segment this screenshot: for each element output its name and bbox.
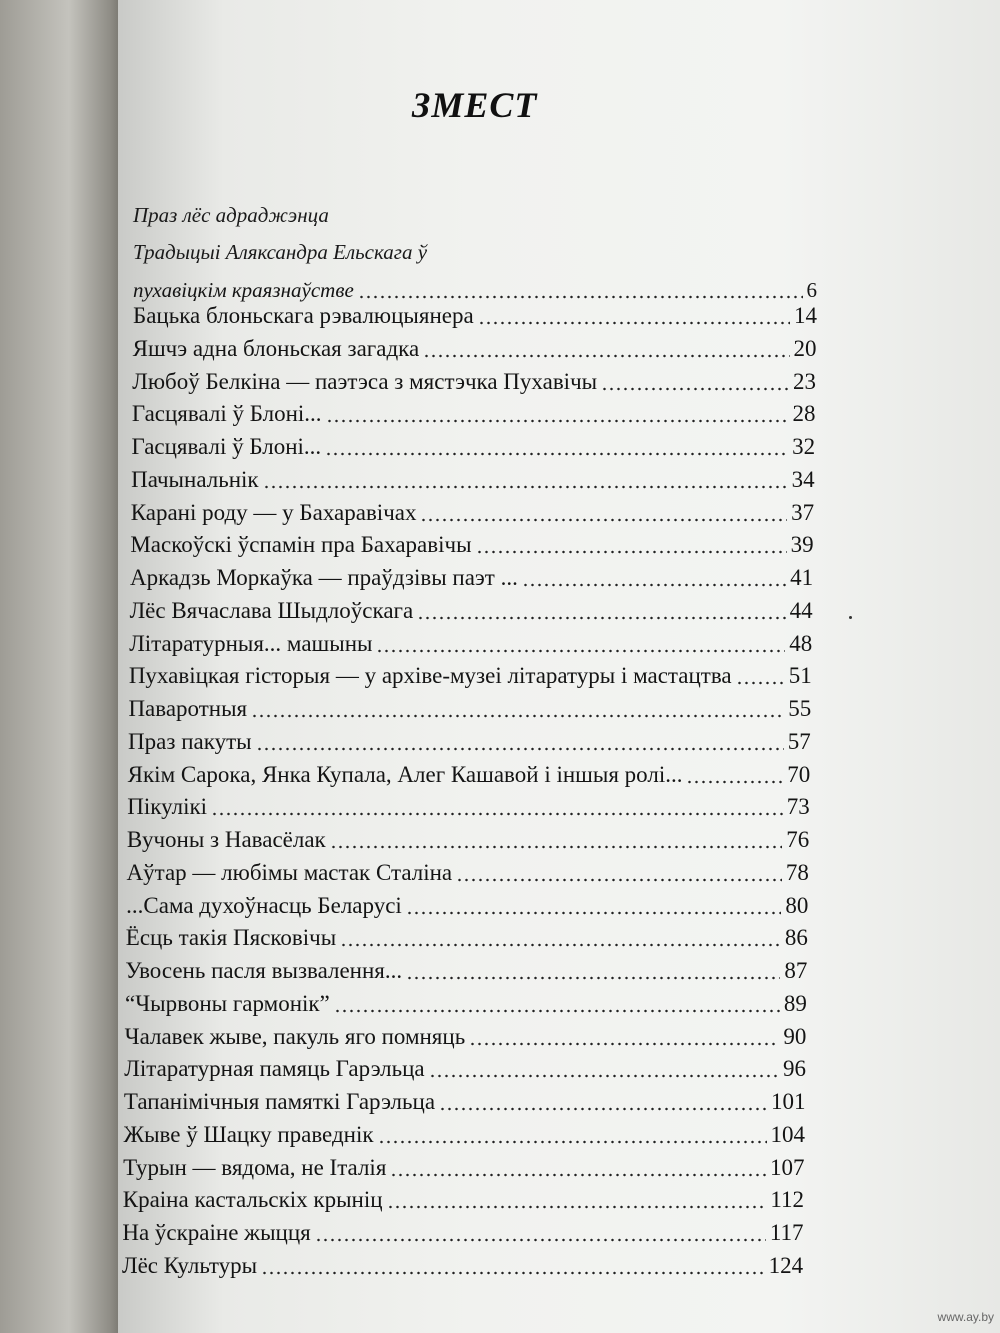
- toc-entry-page: 44: [789, 597, 813, 623]
- toc-entry-title: Паваротныя: [128, 696, 248, 721]
- toc-entry-title: Якім Сарока, Янка Купала, Алег Кашавой і іншыя ролі...: [127, 761, 683, 787]
- toc-entry: [124, 1086, 806, 1115]
- toc-entry-page: 20: [793, 335, 817, 361]
- leader-dots: [251, 695, 784, 718]
- toc-entry-title: Пухавіцкая гісторыя — у архіве-музеі літаратуры і мастацтва: [128, 663, 732, 689]
- toc-entry: [132, 398, 816, 427]
- toc-entry: [124, 1053, 806, 1082]
- toc-entry-title: Літаратурная памяць Гарэльца: [124, 1056, 425, 1082]
- toc-entry: [131, 431, 815, 460]
- toc-entry: [123, 1152, 804, 1181]
- toc-entry-title: Яшчэ адна блоньская загадка: [132, 335, 420, 361]
- toc-entry-page: 6: [806, 278, 817, 302]
- leader-dots: [376, 630, 785, 653]
- toc-entry: [127, 791, 810, 820]
- leader-dots: [439, 1088, 767, 1111]
- toc-entry-title: “Чырвоны гармонік”: [125, 990, 330, 1016]
- leader-dots: [390, 1154, 766, 1177]
- toc-entry-title: Лёс Культуры: [121, 1252, 258, 1278]
- toc-entry: [130, 562, 813, 591]
- toc-entry: [122, 1250, 803, 1279]
- toc-entry-page: 90: [783, 1023, 807, 1049]
- toc-entry-page: 51: [788, 663, 812, 689]
- toc-entry-page: 14: [794, 303, 817, 328]
- toc-entry-page: 117: [769, 1220, 804, 1245]
- toc-entry-title: Карані роду — у Бахаравічах: [130, 499, 417, 525]
- toc-entry-page: 78: [785, 859, 809, 885]
- toc-entry: [125, 988, 807, 1017]
- toc-entry: [131, 497, 814, 526]
- toc-entry-title: Любоў Белкіна — паэтэса з мястэчка Пухавічы: [132, 368, 598, 394]
- leader-dots: [263, 466, 788, 489]
- intro-line-2: Традыцыі Аляксандра Ельскага ў: [133, 240, 428, 264]
- toc-entry: [127, 857, 809, 886]
- toc-entry: [127, 824, 809, 853]
- leader-dots: [686, 761, 783, 784]
- leader-dots: [315, 1219, 766, 1242]
- leader-dots: [211, 793, 783, 816]
- leader-dots: [378, 1121, 767, 1144]
- toc-entry-title: Чалавек жыве, пакуль яго помняць: [124, 1023, 466, 1049]
- toc-entry: [130, 529, 813, 558]
- leader-dots: [326, 400, 789, 423]
- toc-entry-page: 107: [770, 1154, 805, 1180]
- toc-entry-intro: [133, 276, 817, 303]
- leader-dots: [417, 597, 786, 620]
- toc-entry-title: пухавіцкім краязнаўстве: [133, 278, 354, 302]
- toc-entry-page: 55: [788, 696, 812, 721]
- toc-entry: [126, 922, 808, 951]
- toc-entry-title: Літаратурныя... машыны: [129, 630, 373, 656]
- toc-entry: [126, 890, 808, 919]
- toc-entry-title: Краіна кастальскіх крыніц: [122, 1187, 383, 1213]
- toc-entry-title: Аркадзь Моркаўка — праўдзівы паэт ...: [129, 565, 518, 590]
- toc-entry-title: Жыве ў Шацку праведнік: [123, 1121, 374, 1147]
- leader-dots: [469, 1023, 779, 1046]
- toc-entry: [128, 693, 811, 722]
- toc-entry-page: 87: [784, 958, 808, 983]
- toc-entry-page: 28: [792, 401, 816, 427]
- paper-speck: [849, 616, 852, 619]
- toc-entry-title: Увосень пасля вызвалення...: [125, 958, 403, 983]
- toc-entry-page: 73: [786, 794, 810, 820]
- toc-entry-page: 86: [784, 925, 808, 951]
- leader-dots: [522, 564, 786, 587]
- leader-dots: [256, 728, 784, 751]
- page-title: ЗМЕСТ: [412, 85, 538, 125]
- toc-entry-page: 96: [782, 1056, 806, 1082]
- toc-entry-page: 34: [791, 466, 815, 492]
- toc-entry: [133, 300, 817, 329]
- leader-dots: [330, 826, 783, 849]
- toc-entry-title: Праз пакуты: [128, 728, 252, 754]
- toc-entry-page: 37: [791, 499, 815, 525]
- leader-dots: [261, 1252, 764, 1275]
- toc-entry: [128, 726, 811, 755]
- toc-entry: [130, 595, 813, 624]
- leader-dots: [601, 368, 789, 391]
- toc-entry-page: 70: [787, 761, 811, 787]
- toc-entry-page: 80: [785, 892, 809, 918]
- toc-entry-title: На ўскраіне жыцця: [122, 1220, 311, 1245]
- toc-entry-page: 101: [770, 1089, 806, 1114]
- toc-entry-title: Ёсць такія Пясковічы: [125, 925, 337, 951]
- toc-entry: [131, 464, 815, 493]
- toc-entry-title: Бацька блоньскага рэвалюцыянера: [133, 303, 474, 328]
- toc-entry-title: Вучоны з Навасёлак: [126, 827, 326, 852]
- toc-entry: [129, 628, 812, 657]
- toc-entry-title: Аўтар — любімы мастак Сталіна: [126, 859, 453, 885]
- toc-entry-page: 23: [793, 368, 817, 394]
- leader-dots: [420, 499, 787, 522]
- leader-dots: [476, 531, 787, 554]
- intro-line-1: Праз лёс адраджэнца: [133, 203, 329, 227]
- toc-entry-page: 39: [790, 532, 814, 558]
- toc-entry: [125, 1021, 807, 1050]
- toc-entry-title: Маскоўскі ўспамін пра Бахаравічы: [130, 532, 472, 558]
- toc-entry-page: 32: [792, 434, 816, 459]
- toc-entry: [132, 366, 816, 395]
- leader-dots: [334, 990, 780, 1013]
- toc-entry-page: 48: [789, 630, 813, 656]
- toc-entry: [125, 955, 807, 984]
- leader-dots: [358, 278, 803, 299]
- toc-entry: [133, 333, 817, 362]
- leader-dots: [387, 1186, 767, 1209]
- toc-entry-title: Тапанімічныя памяткі Гарэльца: [123, 1089, 436, 1114]
- toc-entry-page: 41: [790, 565, 814, 590]
- toc-entry-page: 104: [770, 1121, 805, 1147]
- toc-entry-page: 124: [768, 1252, 804, 1278]
- leader-dots: [478, 302, 790, 325]
- toc-entry: [122, 1217, 803, 1246]
- leader-dots: [456, 859, 782, 882]
- leader-dots: [325, 433, 788, 456]
- leader-dots: [429, 1055, 779, 1078]
- toc-entry-title: ...Сама духоўнасць Беларусі: [126, 892, 402, 918]
- toc-entry-title: Гасцявалі ў Блоні...: [131, 401, 322, 427]
- leader-dots: [340, 924, 781, 947]
- toc-entry-title: Гасцявалі ў Блоні...: [131, 434, 322, 459]
- toc-entry: [124, 1119, 806, 1148]
- toc-entry-page: 112: [770, 1187, 805, 1213]
- toc-entry: [123, 1184, 804, 1213]
- watermark: www.ay.by: [937, 1310, 994, 1324]
- leader-dots: [736, 662, 785, 685]
- toc-entry-title: Пачынальнік: [131, 466, 259, 492]
- toc-entry: [129, 660, 812, 689]
- leader-dots: [406, 957, 780, 980]
- leader-dots: [406, 892, 782, 915]
- toc-entry: [128, 759, 811, 788]
- toc-entry-page: 89: [783, 990, 807, 1016]
- toc-entry-title: Турын — вядома, не Італія: [123, 1154, 387, 1180]
- toc-entry-page: 57: [787, 728, 811, 754]
- toc-entry-title: Лёс Вячаслава Шыдлоўскага: [129, 597, 414, 623]
- leader-dots: [423, 335, 789, 358]
- toc-entry-title: Пікулікі: [127, 794, 208, 820]
- facing-page-edge: [0, 0, 125, 1333]
- toc-entry-page: 76: [786, 827, 810, 852]
